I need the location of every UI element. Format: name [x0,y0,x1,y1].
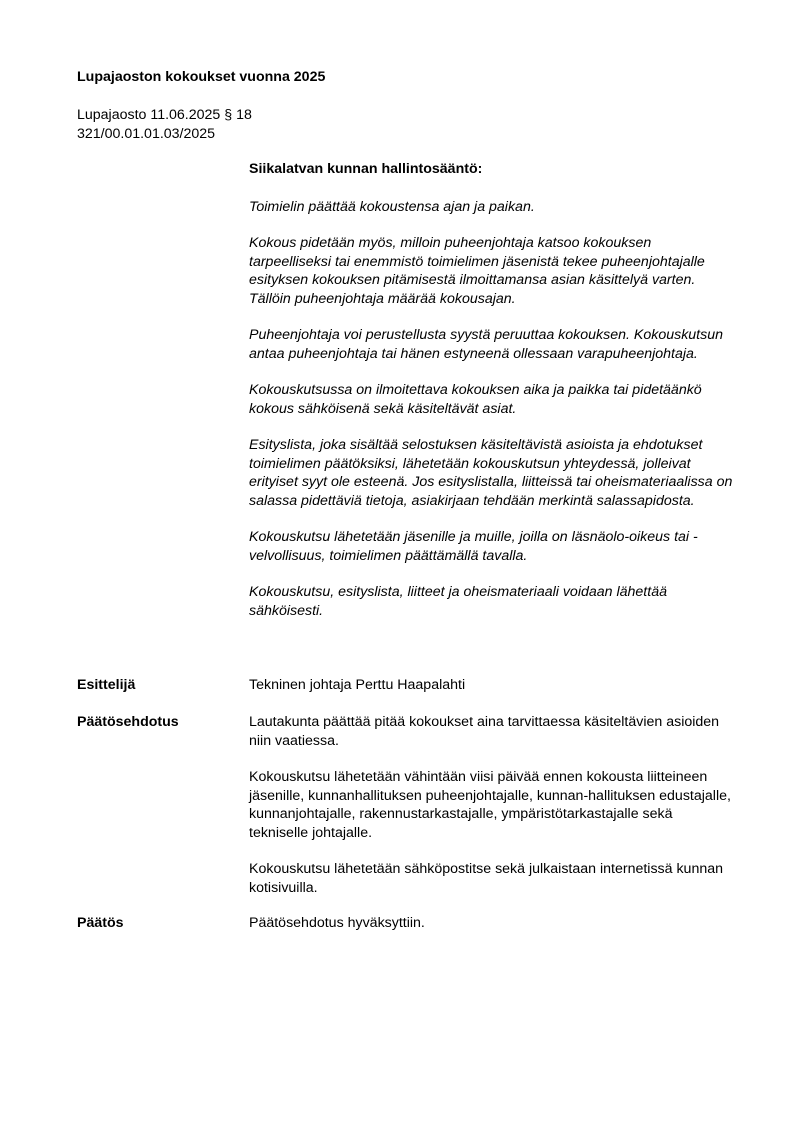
rules-paragraph: Puheenjohtaja voi perustellusta syystä peruuttaa kokouksen. Kokouskutsun antaa puheenjohtaja tai hänen estyneenä ollessaan varapuheenjohtaja. [249,327,723,362]
rules-section [249,160,733,638]
proposal-paragraph: Kokouskutsu lähetetään vähintään viisi päivää ennen kokousta liitteineen jäsenille, kunnanhallituksen puheenjohtajalle, kunnan-hallituksen edustajalle, kunnanjohtajalle, rakennustarkastajalle, ympäristötarkastajalle sekä tekniselle johtajalle. [249,769,731,841]
presenter-label: Esittelijä [77,677,136,693]
rules-paragraph: Kokouskutsu lähetetään jäsenille ja muille, joilla on läsnäolo-oikeus tai - velvollisuus, toimielimen päättämällä tavalla. [249,529,698,564]
rules-paragraph: Kokouskutsu, esityslista, liitteet ja oheismateriaali voidaan lähettää sähköisesti. [249,584,667,619]
proposal-paragraph: Lautakunta päättää pitää kokoukset aina tarvittaessa käsiteltävien asioiden niin vaatiessa. [249,714,720,749]
presenter-value: Tekninen johtaja Perttu Haapalahti [249,677,466,693]
rules-heading: Siikalatvan kunnan hallintosääntö: [249,161,483,177]
document-meta [77,106,252,143]
proposal-paragraph: Kokouskutsu lähetetään sähköpostitse sekä julkaistaan internetissä kunnan kotisivuilla. [249,861,724,896]
meeting-reference: Lupajaosto 11.06.2025 § 18 [77,107,252,123]
proposal-label: Päätösehdotus [77,714,179,730]
decision-label: Päätös [77,915,124,931]
rules-paragraph: Kokous pidetään myös, milloin puheenjohtaja katsoo kokouksen tarpeelliseksi tai enemmistö toimielimen jäsenistä tekee puheenjohtajalle esityksen kokouksen pitämisestä ilmoittamansa asian käsittelyä varten. Tällöin puheenjohtaja määrää kokousajan. [249,235,705,307]
rules-paragraph: Esityslista, joka sisältää selostuksen käsiteltävistä asioista ja ehdotukset toimielimen päätöksiksi, lähetetään kokouskutsun yhteydessä, jolleivat erityiset syyt ole esteenä. Jos esityslistalla, liitteissä tai oheismateriaalissa on salassa pidettäviä tietoja, asiakirjaan tehdään merkintä salassapidosta. [249,437,733,509]
proposal-content [249,713,733,915]
rules-paragraph: Kokouskutsussa on ilmoitettava kokouksen aika ja paikka tai pidetäänkö kokous sähköisenä sekä käsiteltävät asiat. [249,382,702,417]
decision-value: Päätösehdotus hyväksyttiin. [249,915,425,931]
record-number: 321/00.01.01.03/2025 [77,125,216,142]
rules-paragraph: Toimielin päättää kokoustensa ajan ja paikan. [249,198,535,215]
document-title: Lupajaoston kokoukset vuonna 2025 [77,69,326,85]
